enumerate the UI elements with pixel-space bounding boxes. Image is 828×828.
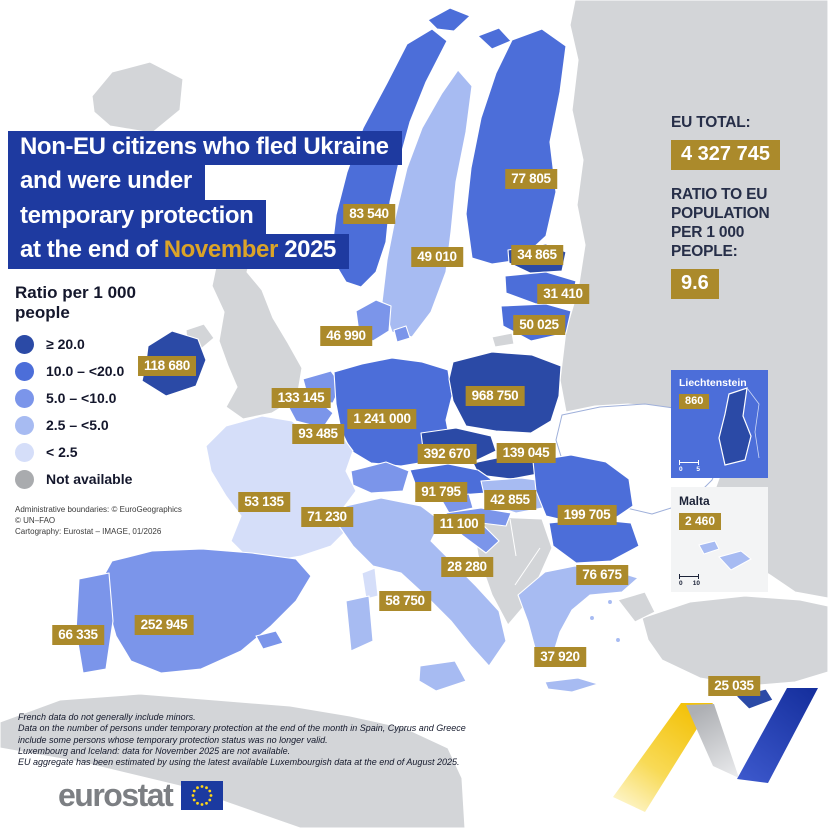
liechtenstein-scalebar: [679, 460, 700, 473]
value-badge-norway: 83 540: [343, 204, 395, 224]
legend-label: 5.0 – <10.0: [46, 390, 117, 407]
value-badge-ireland: 118 680: [138, 356, 196, 376]
value-badge-hungary: 42 855: [484, 490, 536, 510]
value-badge-finland: 77 805: [505, 169, 557, 189]
ratio-label: RATIO TO EU POPULATION PER 1 000 PEOPLE:: [671, 185, 770, 260]
legend-swatch-2-5: [15, 416, 34, 435]
footnote-line: Data on the number of persons under temporary protection at the end of the month in Spain, Cyprus and Greece: [18, 723, 466, 734]
malta-name: Malta: [679, 494, 710, 508]
attribution-line: © UN–FAO: [15, 515, 56, 525]
legend-label: 10.0 – <20.0: [46, 363, 125, 380]
liechtenstein-name: Liechtenstein: [679, 377, 747, 389]
malta-value: 2 460: [679, 513, 721, 530]
title-text-1: Non-EU citizens who fled Ukraine: [20, 133, 389, 160]
legend-label: 2.5 – <5.0: [46, 417, 109, 434]
legend-item: [15, 334, 140, 354]
scale-ruler-icon: [679, 574, 699, 579]
attribution-line: Cartography: Eurostat – IMAGE, 01/2026: [15, 526, 162, 536]
title-line-2: [8, 165, 205, 199]
value-badge-netherlands: 133 145: [272, 388, 331, 408]
value-badge-cyprus: 25 035: [708, 676, 760, 696]
value-badge-greece: 37 920: [534, 647, 586, 667]
title-line-1: [8, 131, 402, 165]
value-badge-poland: 968 750: [466, 386, 525, 406]
legend-title: Ratio per 1 000 people: [15, 283, 136, 323]
legend-label: < 2.5: [46, 444, 78, 461]
liechtenstein-inset: [671, 370, 768, 478]
title-line-4: [8, 234, 349, 268]
malta-inset: [671, 487, 768, 592]
footnote-line: French data do not generally include minors.: [18, 712, 196, 722]
scale-start: 0: [679, 580, 683, 587]
eu-flag-icon: [181, 781, 223, 810]
value-badge-italy: 58 750: [379, 591, 431, 611]
value-badge-slovenia: 11 100: [434, 514, 485, 534]
title-text-4-suffix: 2025: [277, 236, 336, 264]
attribution: [15, 505, 182, 537]
legend-item: [15, 388, 140, 408]
legend-label: Not available: [46, 471, 133, 488]
legend: [15, 283, 140, 496]
liechtenstein-value: 860: [679, 394, 709, 409]
liechtenstein-border: [747, 388, 759, 458]
eu-total-label: EU TOTAL:: [671, 114, 751, 131]
value-badge-lithuania: 50 025: [513, 315, 565, 335]
legend-item: [15, 442, 140, 462]
legend-item: [15, 361, 140, 381]
scale-start: 0: [679, 466, 683, 473]
malta-scalebar: [679, 574, 700, 587]
title-line-3: [8, 200, 266, 234]
value-badge-slovakia: 139 045: [497, 443, 556, 463]
legend-label: ≥ 20.0: [46, 336, 85, 353]
eu-total-value: 4 327 745: [671, 140, 780, 170]
value-badge-france: 53 135: [238, 492, 290, 512]
liechtenstein-shape: [719, 388, 751, 465]
legend-item: [15, 415, 140, 435]
value-badge-croatia: 28 280: [441, 557, 493, 577]
footnote-line: include some persons whose temporary protection status was no longer valid.: [18, 734, 328, 745]
malta-shape: [719, 551, 751, 570]
value-badge-portugal: 66 335: [52, 625, 104, 645]
value-badge-spain: 252 945: [135, 615, 194, 635]
footnotes: [18, 712, 488, 768]
title-block: [8, 131, 402, 269]
footnote-line: EU aggregate has been estimated by using the latest available Luxembourgish data at the end of August 2025.: [18, 757, 460, 767]
attribution-line: Administrative boundaries: © EuroGeographics: [15, 505, 182, 514]
value-badge-bulgaria: 76 675: [576, 565, 628, 585]
value-badge-latvia: 31 410: [537, 284, 589, 304]
value-badge-estonia: 34 865: [511, 245, 563, 265]
scale-ruler-icon: [679, 460, 699, 465]
eurostat-logo: [58, 779, 223, 811]
value-badge-denmark: 46 990: [320, 326, 372, 346]
title-month-highlight: November: [163, 236, 278, 264]
value-badge-switzerland: 71 230: [301, 507, 353, 527]
scale-end: 5: [696, 466, 700, 473]
eurostat-wordmark: eurostat: [58, 777, 173, 813]
legend-swatch-na: [15, 470, 34, 489]
value-badge-belgium: 93 485: [292, 424, 344, 444]
value-badge-sweden: 49 010: [411, 247, 463, 267]
value-badge-germany: 1 241 000: [347, 409, 416, 429]
value-badge-romania: 199 705: [558, 505, 617, 525]
summary-panel: [671, 114, 789, 315]
legend-swatch-10-20: [15, 362, 34, 381]
legend-swatch-lt2: [15, 443, 34, 462]
title-text-2: and were under: [20, 167, 192, 195]
title-text-3: temporary protection: [20, 201, 254, 229]
value-badge-czechia: 392 670: [418, 444, 477, 464]
legend-swatch-ge20: [15, 335, 34, 354]
gozo-shape: [699, 541, 719, 554]
ratio-value: 9.6: [671, 269, 719, 299]
legend-swatch-5-10: [15, 389, 34, 408]
scale-end: 10: [692, 580, 700, 587]
legend-item: [15, 469, 140, 489]
value-badge-austria: 91 795: [415, 482, 467, 502]
title-text-4-prefix: at the end of: [20, 236, 164, 264]
footnote-line: Luxembourg and Iceland: data for November 2025 are not available.: [18, 745, 291, 756]
